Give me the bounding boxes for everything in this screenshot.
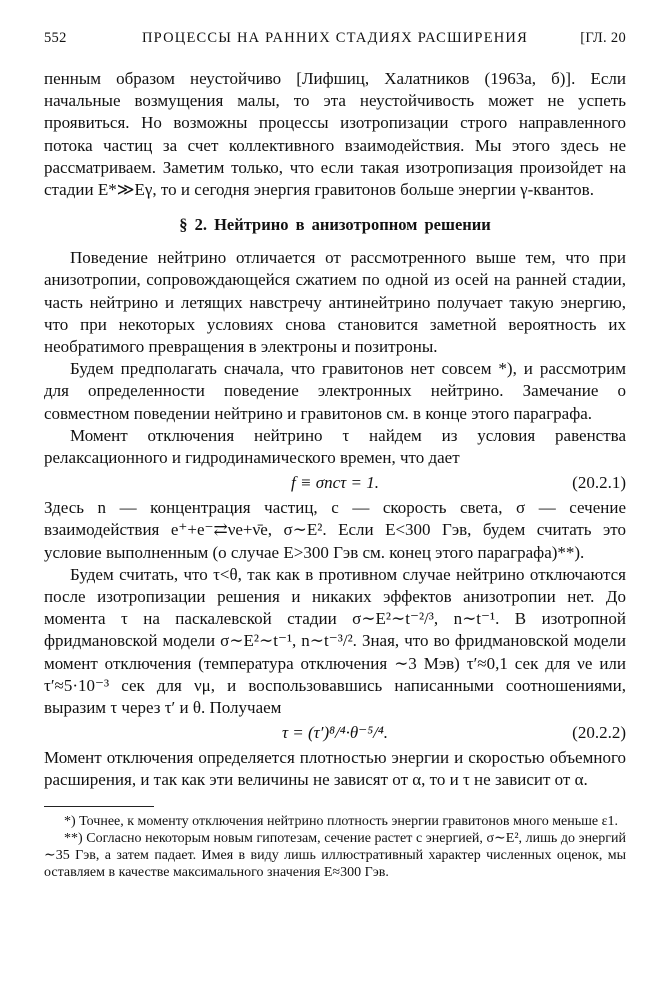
paragraph-estimate: Будем считать, что τ<θ, так как в противном случае нейтрино отключаются после изотропизации решения и никаких эффектов анизотропии нет. До момента τ на паскалевской стадии σ∼E²∼t⁻²/³, n∼t⁻¹. В изотропной фридмановской модели σ∼E²∼t⁻¹, n∼t⁻³/². Зная, что во фридмановской модели момент отключения (температура отключения ∼3 Мэв) τ′≈0,1 сек для νe или τ′≈5·10⁻³ сек для νμ, и воспользовавшись написанными соотношениями, выразим τ через τ′ и θ. Получаем [44,564,626,718]
paragraph-behavior: Поведение нейтрино отличается от рассмотренного выше тем, что при анизотропии, сопровождающейся сжатием по одной из осей на ранней стадии, часть нейтрино и летящих навстречу антинейтрино получает такую энергию, что при некоторых условиях снова становится заметной вероятность их необратимого превращения в электроны и позитроны. [44,248,626,357]
footnote-2: **) Согласно некоторым новым гипотезам, сечение растет с энергией, σ∼E², лишь до энергий ∼35 Гэв, а затем падает. Имея в виду лишь иллюстративный характер численных оценок, мы оставляем в качестве максимального значения E≈300 Гэв. [44,830,626,881]
equation-20-2-2 [44,721,626,745]
footnote-1: *) Точнее, к моменту отключения нейтрино плотность энергии гравитонов много меньше ε1. [64,813,619,829]
equation-number: (20.2.1) [572,473,626,493]
equation-formula: τ = (τ′)⁸/⁴·θ⁻⁵/⁴. [281,723,389,743]
paragraph-decoupling: Момент отключения нейтрино τ найдем из условия равенства релаксационного и гидродинамического времен, что дает [44,425,626,468]
page-number: 552 [44,30,67,46]
intro-paragraph: пенным образом неустойчиво [Лифшиц, Халатников (1963а, б)]. Если начальные возмущения малы, то эта неустойчивость может не успеть проявиться. Но возможны процессы изотропизации строго направленного потока частиц за счет коллективного взаимодействия. Мы этого здесь не рассматриваем. Заметим только, что если такая изотропизация произойдет на стадии E*≫Eγ, то и сегодня энергия гравитонов больше энергии γ-квантов. [44,69,626,200]
footnote-divider [44,806,154,807]
running-title: ПРОЦЕССЫ НА РАННИХ СТАДИЯХ РАСШИРЕНИЯ [142,30,528,46]
paragraph-definitions: Здесь n — концентрация частиц, c — скорость света, σ — сечение взаимодействия e⁺+e⁻⇄νe+ν̄e, σ∼E². Если E<300 Гэв, будем считать это условие выполненным (о случае E>300 Гэв см. конец этого параграфа)**). [44,498,626,562]
equation-number: (20.2.2) [572,723,626,743]
equation-formula: f ≡ σncτ = 1. [291,473,379,493]
chapter-label: [ГЛ. 20 [580,30,626,46]
page-header [44,30,626,52]
paragraph-conclusion: Момент отключения определяется плотностью энергии и скоростью объемного расширения, и так как эти величины не зависят от α, то и τ не зависит от α. [44,748,626,790]
page-body [44,68,626,882]
section-title: § 2. Нейтрино в анизотропном решении [179,215,491,235]
paragraph-assumption: Будем предполагать сначала, что гравитонов нет совсем *), и рассмотрим для определенности поведение электронных нейтрино. Замечание о совместном поведении нейтрино и гравитонов см. в конце этого параграфа. [44,359,626,423]
equation-20-2-1 [44,471,626,495]
